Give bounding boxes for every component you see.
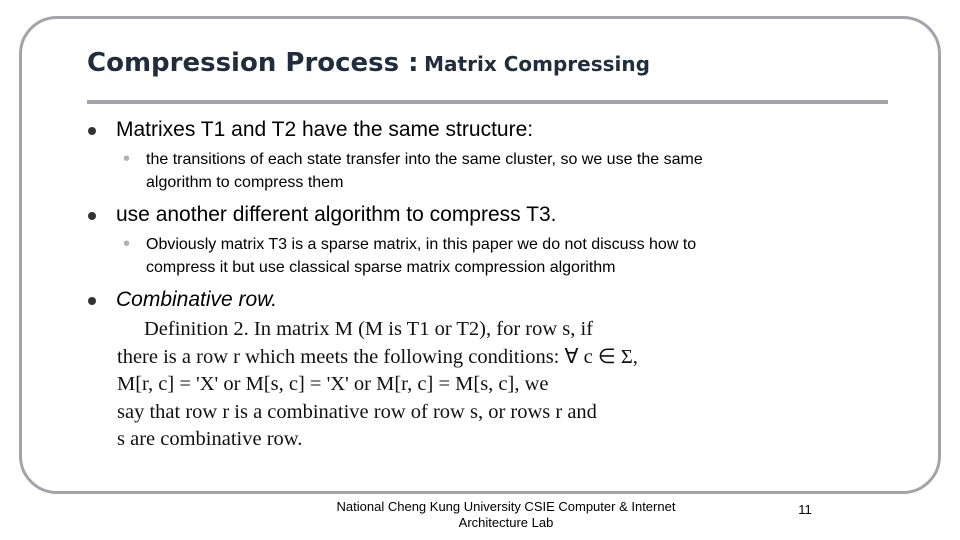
definition-block	[117, 316, 702, 454]
bullet-2-sub-text	[146, 233, 836, 279]
bullet-2-sub-line-1: Obviously matrix T3 is a sparse matrix, in this paper we do not discuss how to	[146, 236, 697, 253]
bullet-icon	[88, 212, 96, 220]
footer-line-2: Architecture Lab	[458, 515, 554, 530]
page-number: 11	[798, 502, 812, 517]
sub-bullet-icon: •	[123, 148, 131, 170]
sub-bullet-icon: •	[123, 233, 131, 255]
title-divider	[87, 100, 888, 104]
definition-line-2: there is a row r which meets the following conditions: ∀ c ∈ Σ,	[117, 345, 638, 368]
bullet-2-sub-line-2: compress it but use classical sparse matrix compression algorithm	[146, 259, 616, 276]
bullet-1-sub-text	[146, 148, 836, 194]
slide-title	[87, 48, 650, 78]
definition-line-1: Definition 2. In matrix M (M is T1 or T2), for row s, if	[144, 318, 594, 340]
bullet-1-sub-line-1: the transitions of each state transfer into the same cluster, so we use the same	[146, 151, 703, 168]
bullet-2-text: use another different algorithm to compress T3.	[116, 203, 557, 226]
bullet-1-sub-line-2: algorithm to compress them	[146, 174, 344, 191]
definition-line-3: M[r, c] = 'X' or M[s, c] = 'X' or M[r, c] = M[s, c], we	[117, 373, 549, 395]
title-main: Compression Process :	[87, 48, 419, 78]
bullet-icon	[88, 297, 96, 305]
definition-line-5: s are combinative row.	[117, 428, 303, 450]
bullet-1-text: Matrixes T1 and T2 have the same structure:	[116, 118, 534, 141]
footer-line-1: National Cheng Kung University CSIE Computer & Internet	[336, 499, 676, 514]
title-sub: Matrix Compressing	[424, 52, 650, 76]
definition-line-4: say that row r is a combinative row of row s, or rows r and	[117, 400, 597, 423]
bullet-icon	[88, 127, 96, 135]
footer	[300, 499, 712, 531]
bullet-3-text: Combinative row.	[116, 288, 278, 311]
